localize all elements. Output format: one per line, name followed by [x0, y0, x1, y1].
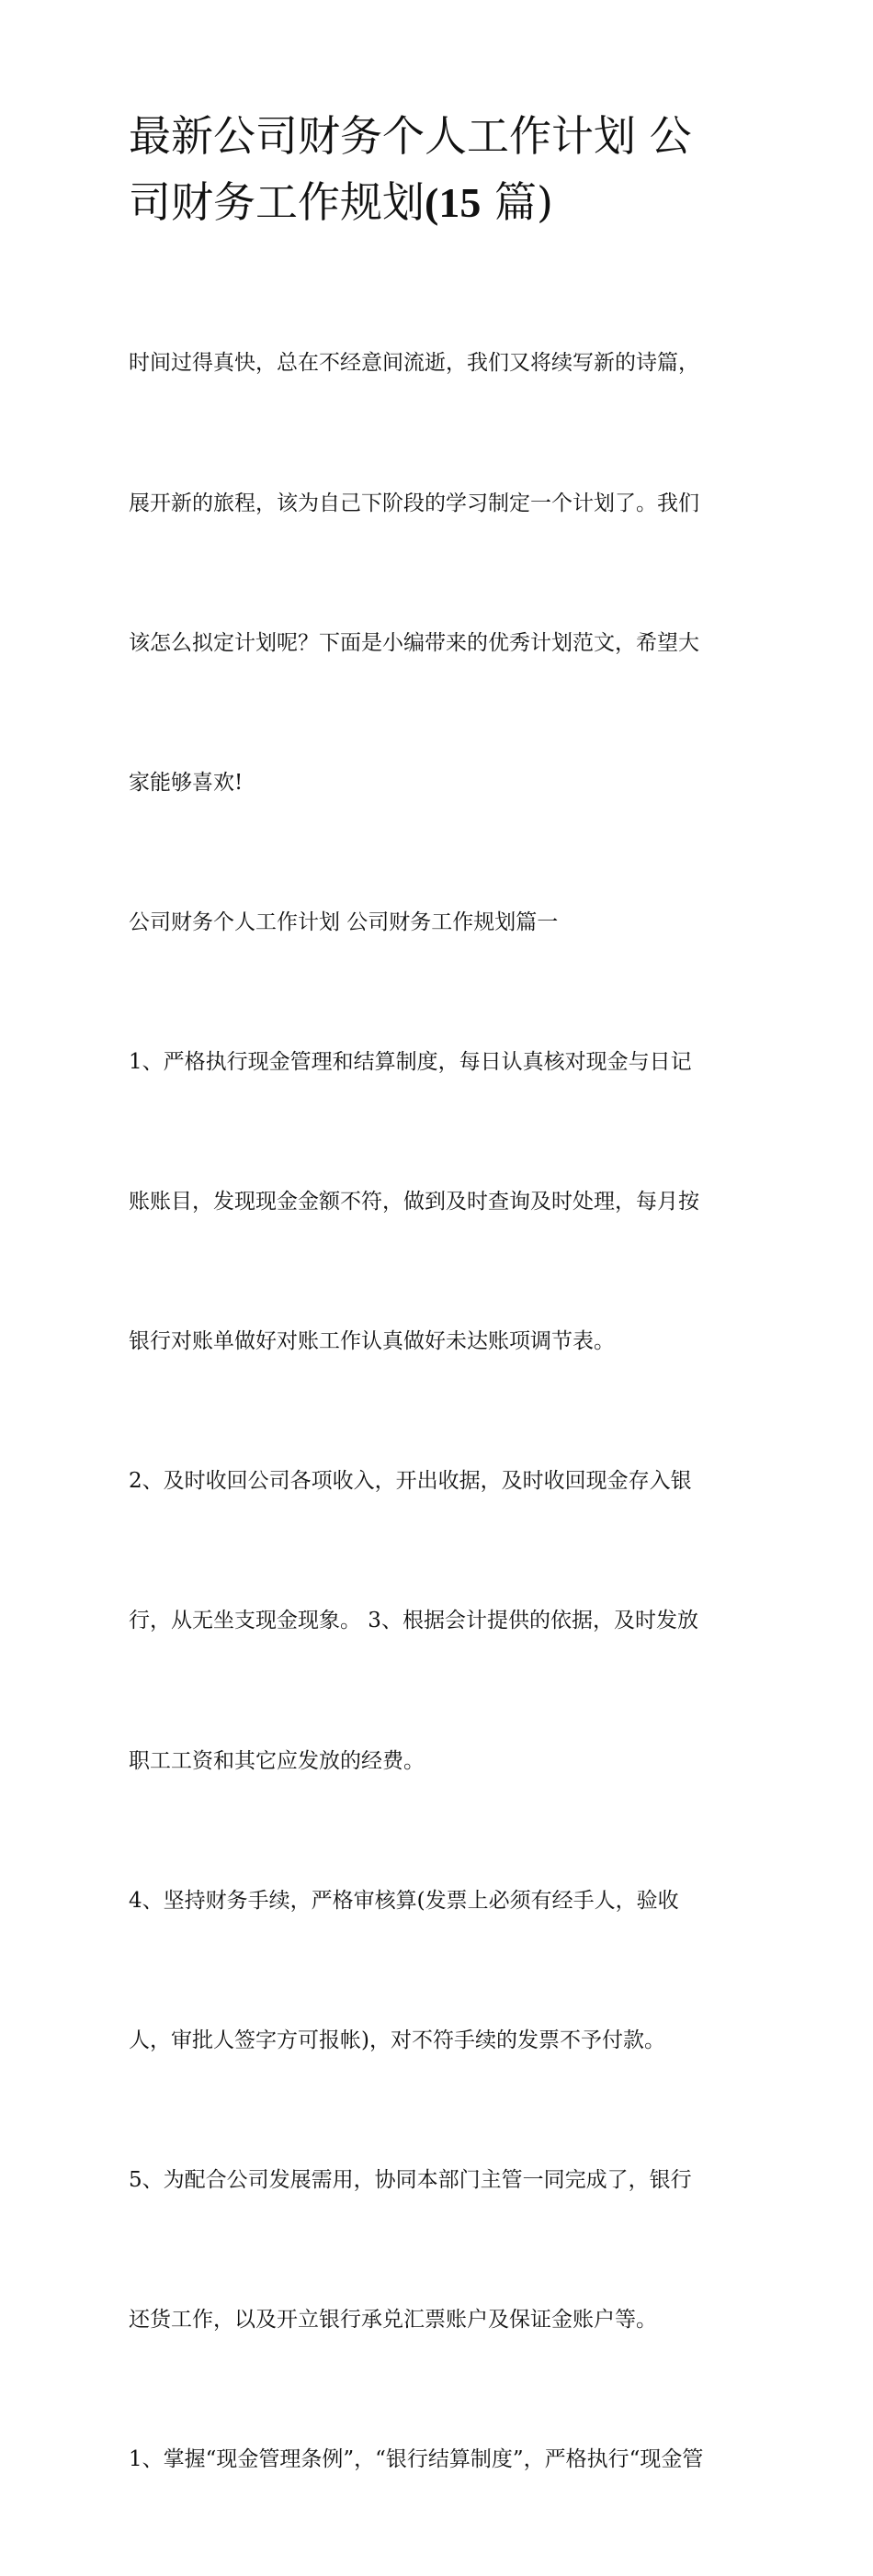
body-line: 2、及时收回公司各项收入，开出收据，及时收回现金存入银 — [129, 1469, 692, 1494]
body-line: 职工工资和其它应发放的经费。 — [129, 1748, 425, 1773]
section-heading: 公司财务个人工作计划 公司财务工作规划篇一 — [129, 910, 559, 934]
body-line: 还货工作，以及开立银行承兑汇票账户及保证金账户等。 — [129, 2307, 657, 2332]
body-line: 1、严格执行现金管理和结算制度，每日认真核对现金与日记 — [129, 1049, 692, 1074]
title-line-1: 最新公司财务个人工作计划 公 — [129, 111, 692, 161]
body-line: 展开新的旅程，该为自己下阶段的学习制定一个计划了。我们 — [129, 491, 699, 515]
body-line: 账账目，发现现金金额不符，做到及时查询及时处理，每月按 — [129, 1190, 699, 1215]
body-line: 该怎么拟定计划呢？下面是小编带来的优秀计划范文，希望大 — [129, 630, 699, 655]
title-line-2-suffix: 篇) — [481, 177, 553, 227]
body-line: 银行对账单做好对账工作认真做好未达账项调节表。 — [129, 1329, 615, 1354]
document-title — [129, 103, 754, 236]
document-body — [129, 247, 754, 2576]
title-count: (15 — [425, 179, 482, 226]
body-line: 4、坚持财务手续，严格审核算(发票上必须有经手人，验收 — [129, 1888, 679, 1913]
body-line: 人，审批人签字方可报帐)，对不符手续的发票不予付款。 — [129, 2028, 665, 2052]
body-line: 家能够喜欢! — [129, 770, 244, 795]
body-line: 5、为配合公司发展需用，协同本部门主管一同完成了，银行 — [129, 2167, 692, 2192]
title-line-2-text: 司财务工作规划 — [129, 177, 425, 227]
body-line: 时间过得真快，总在不经意间流逝，我们又将续写新的诗篇， — [129, 351, 699, 376]
title-line-2 — [129, 169, 754, 236]
body-line: 1、掌握“现金管理条例”，“银行结算制度”，严格执行“现金管 — [129, 2447, 704, 2472]
body-line: 行，从无坐支现金现象。 3、根据会计提供的依据，及时发放 — [129, 1609, 698, 1633]
